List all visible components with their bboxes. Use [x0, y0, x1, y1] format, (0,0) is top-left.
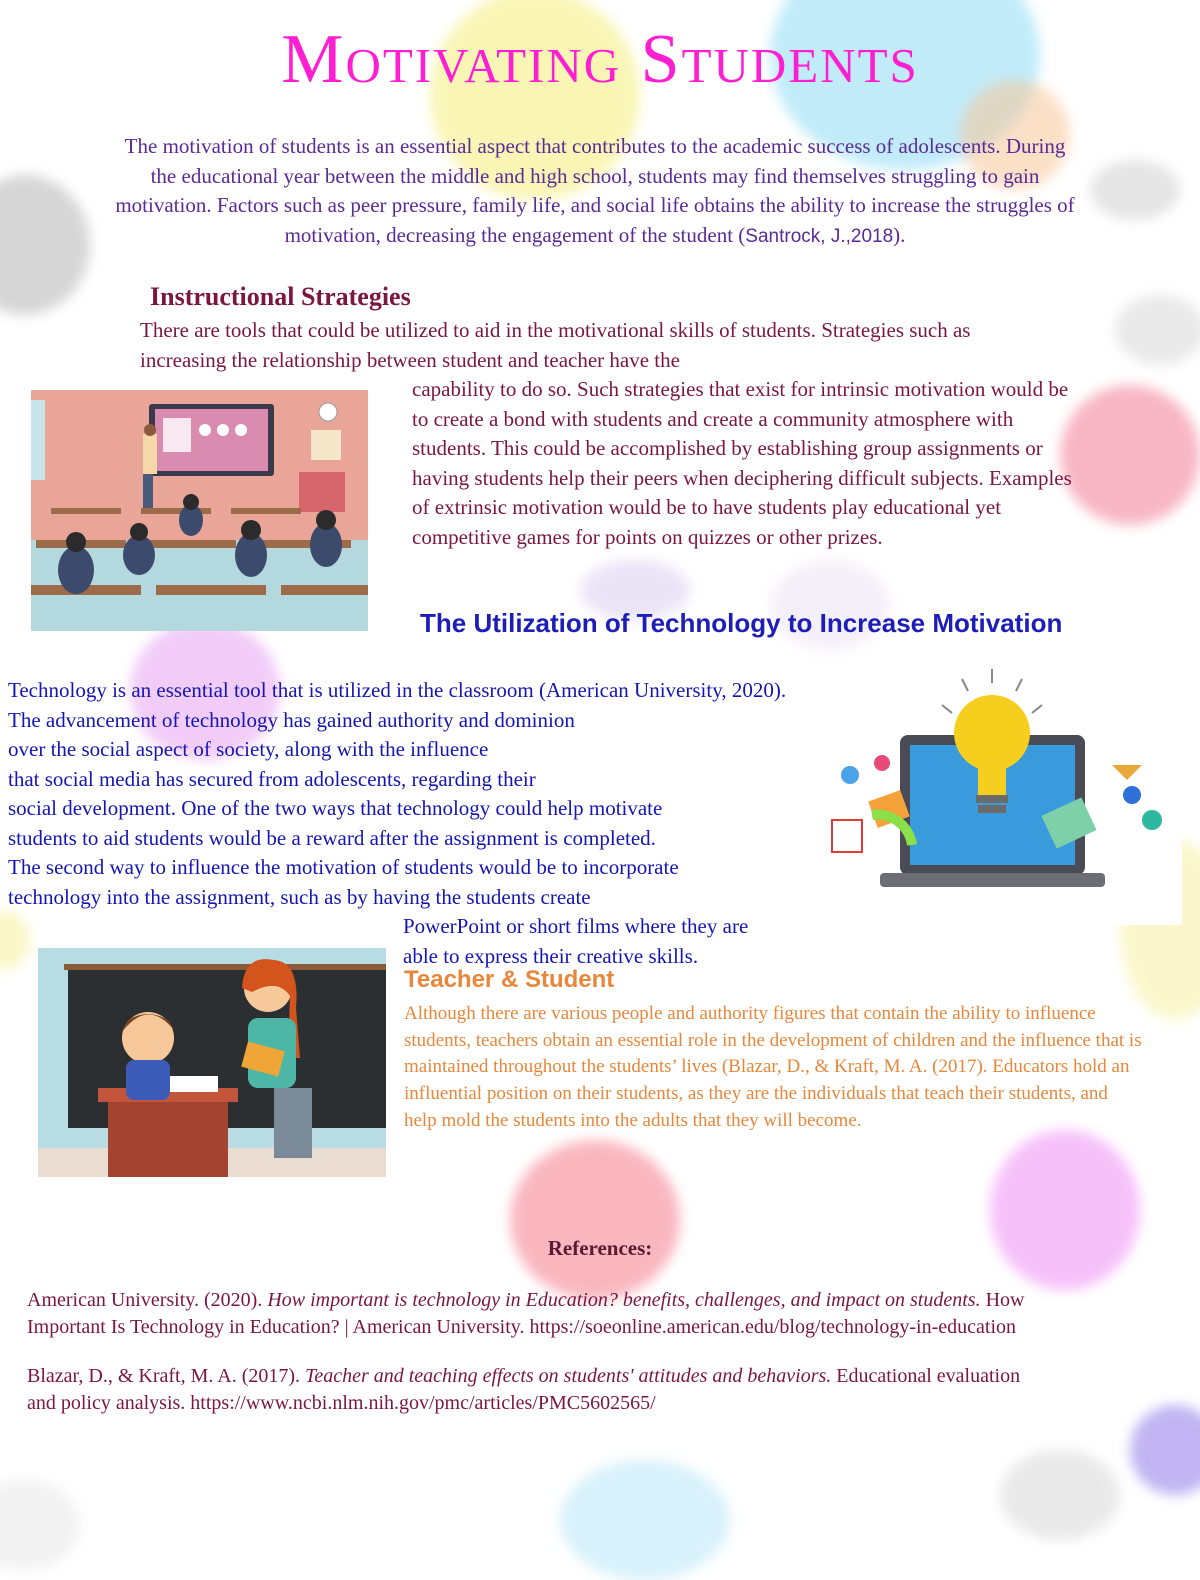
reference-author: Blazar, D., & Kraft, M. A. (2017).	[27, 1365, 306, 1387]
reference-item	[27, 1287, 1047, 1341]
teacher-student-illustration	[38, 948, 386, 1177]
classroom-illustration	[31, 390, 368, 631]
reference-title: Teacher and teaching effects on students' attitudes and behaviors.	[305, 1365, 832, 1387]
technology-line: social development. One of the two ways that technology could help motivate	[8, 796, 663, 820]
reference-source: How Important Is Technology in Education? | American University. https://soeonline.american.edu/blog/technology-in-education	[27, 1289, 1025, 1338]
technology-heading: The Utilization of Technology to Increase Motivation	[420, 608, 1063, 638]
technology-line: The second way to influence the motivation of students would be to incorporate	[8, 855, 679, 879]
references-heading: References:	[547, 1236, 653, 1260]
technology-line: Technology is an essential tool that is utilized in the classroom (American University, 2020).	[8, 678, 787, 702]
bubble	[1000, 1450, 1120, 1540]
teacher-student-text: Although there are various people and authority figures that contain the ability to influence students, teachers obtain an essential role in the development of children and the influence that is maintained throughout the students’ lives (Blazar, D., & Kraft, M. A. (2017). Educators hold an influential position on their students, as they are the individuals that teach their students, and help mold the students into the adults that they will become.	[404, 1003, 1142, 1131]
technology-line: that social media has secured from adolescents, regarding their	[8, 766, 536, 791]
intro-paragraph	[110, 132, 1080, 251]
bubble	[0, 175, 90, 315]
instructional-text-top: There are tools that could be utilized to aid in the motivational skills of students. Strategies such as increasing the relationship between student and teacher have the	[140, 318, 971, 372]
instructional-text-side: capability to do so. Such strategies that exist for intrinsic motivation would be to create a bond with students and create a community atmosphere with students. This could be accomplished by establishing group assignments or having students help their peers when deciphering difficult subjects. Examples of extrinsic motivation would be to have students play educational yet competitive games for points on quizzes or other prizes.	[412, 377, 1072, 549]
intro-citation: Santrock, J.,2018	[745, 225, 894, 247]
technology-line: students to aid students would be a reward after the assignment is completed.	[8, 825, 656, 850]
bubble	[990, 1130, 1140, 1290]
reference-author: American University. (2020).	[27, 1289, 268, 1311]
reference-title: How important is technology in Education? benefits, challenges, and impact on students.	[267, 1289, 981, 1311]
reference-source: Educational evaluation and policy analysis. https://www.ncbi.nlm.nih.gov/pmc/articles/PMC5602565/	[27, 1365, 1021, 1414]
technology-line: The advancement of technology has gained authority and dominion	[8, 707, 575, 732]
instructional-heading: Instructional Strategies	[150, 282, 411, 311]
page-title: Motivating Students	[281, 21, 919, 98]
bubble	[1130, 1405, 1200, 1495]
intro-end: ).	[893, 222, 906, 247]
bubble	[1060, 385, 1200, 525]
technology-text	[8, 676, 858, 971]
teacher-student-heading: Teacher & Student	[404, 966, 615, 993]
intro-text: The motivation of students is an essential aspect that contributes to the academic success of adolescents. During the educational year between the middle and high school, students may find themselves struggling to gain motivation. Factors such as peer pressure, family life, and social life obtains the ability to increase the struggles of motivation, decreasing the engagement of the student (	[115, 134, 1075, 247]
technology-line: over the social aspect of society, along with the influence	[8, 737, 489, 761]
laptop-lightbulb-illustration	[812, 665, 1182, 925]
technology-line: technology into the assignment, such as by having the students create	[8, 884, 591, 909]
reference-item	[27, 1363, 1047, 1417]
technology-line: PowerPoint or short films where they are	[403, 914, 749, 938]
bubble	[1115, 295, 1200, 365]
bubble	[510, 1140, 680, 1300]
technology-line: able to express their creative skills.	[403, 943, 699, 968]
bubble	[560, 1460, 730, 1580]
references-list	[27, 1287, 1047, 1439]
bubble	[0, 1480, 80, 1570]
bubble	[1090, 160, 1180, 220]
